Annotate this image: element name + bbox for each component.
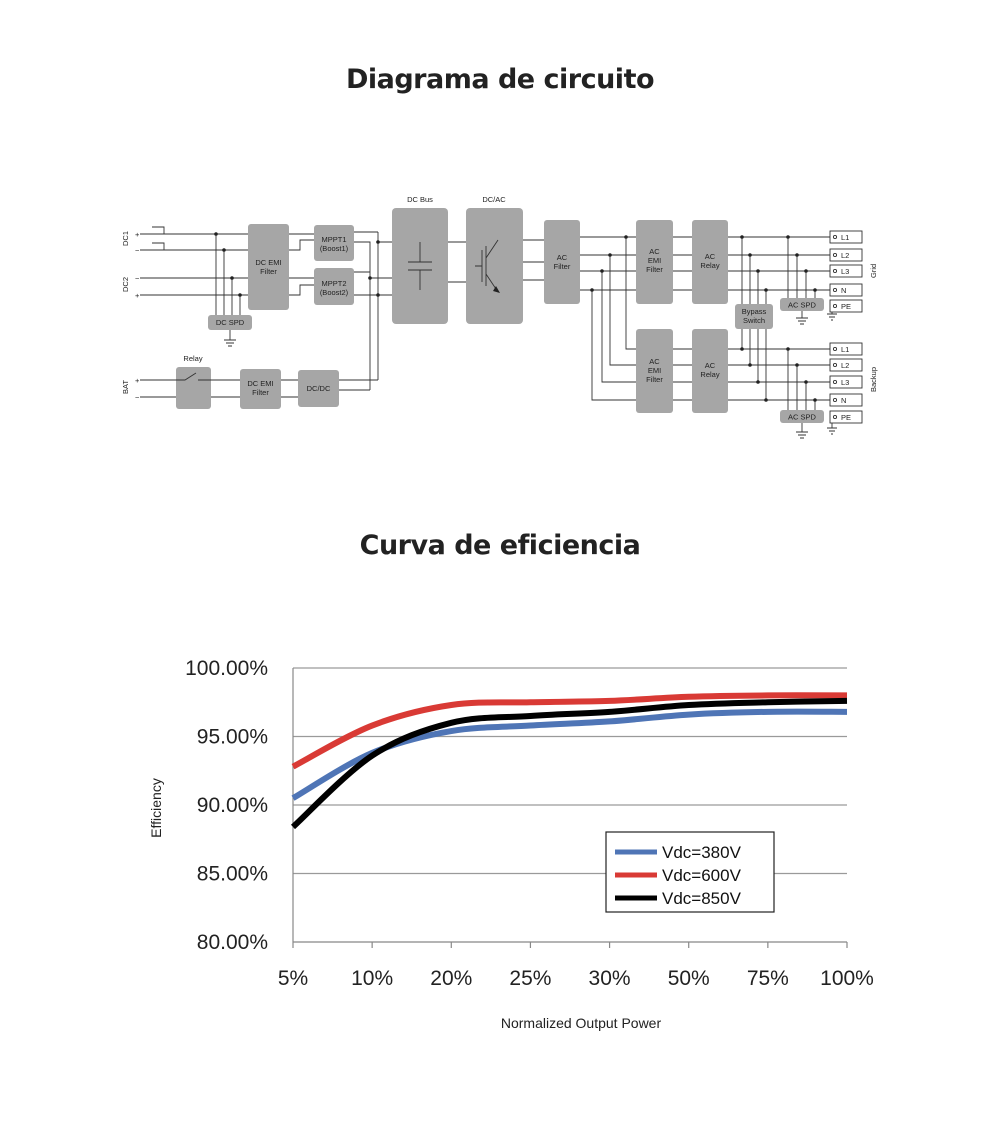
svg-text:N: N	[841, 396, 847, 405]
svg-text:(Boost1): (Boost1)	[319, 244, 349, 253]
svg-text:Filter: Filter	[646, 265, 663, 274]
ac-relay-grid-block	[692, 220, 728, 304]
ac-emi-filter-grid-block	[636, 220, 673, 304]
ac-relay-backup-block	[692, 329, 728, 413]
svg-text:AC SPD: AC SPD	[788, 300, 816, 310]
svg-text:EMI: EMI	[647, 366, 662, 375]
svg-text:AC: AC	[556, 253, 568, 262]
chart-legend	[606, 832, 774, 912]
svg-text:PE: PE	[841, 413, 852, 422]
x-tick-label: 20%	[430, 967, 473, 990]
dcac-block	[466, 208, 523, 324]
chart-series	[293, 695, 847, 827]
dc-spd-block	[208, 315, 252, 330]
ac-filter-block	[544, 220, 580, 304]
circuit-diagram-title: Diagrama de circuito	[345, 64, 655, 95]
legend-entry: Vdc=850V	[662, 889, 741, 908]
svg-text:Filter: Filter	[646, 375, 663, 384]
svg-text:Filter: Filter	[553, 262, 571, 271]
svg-text:Filter: Filter	[252, 388, 269, 397]
x-tick-labels	[278, 967, 874, 990]
svg-text:DC EMI: DC EMI	[255, 258, 282, 267]
bat-label: BAT	[121, 379, 130, 394]
grid-label: Grid	[869, 263, 878, 278]
x-axis-label: Normalized Output Power	[500, 1015, 662, 1031]
svg-text:L1: L1	[841, 233, 850, 242]
svg-text:(Boost2): (Boost2)	[319, 288, 349, 297]
dc-bus-label: DC Bus	[407, 195, 433, 204]
legend-entry: Vdc=380V	[662, 843, 741, 862]
ac-spd-grid-block	[780, 298, 824, 311]
svg-text:MPPT1: MPPT1	[321, 235, 347, 244]
svg-text:L1: L1	[841, 345, 850, 354]
x-tick-label: 75%	[746, 967, 789, 990]
dc-bus-block	[392, 208, 448, 324]
svg-text:EMI: EMI	[647, 256, 662, 265]
circuit-diagram	[0, 180, 1000, 460]
dc-emi-filter-battery-block	[240, 369, 281, 409]
dc2-plus: +	[135, 291, 140, 300]
dc1-plus: +	[135, 230, 140, 239]
x-tick-label: 100%	[820, 967, 874, 990]
bat-minus: −	[135, 393, 140, 402]
dc1-label: DC1	[121, 230, 130, 246]
y-tick-label: 80.00%	[196, 931, 268, 954]
ac-spd-backup-block	[780, 410, 824, 423]
dc2-minus: −	[135, 274, 140, 283]
svg-text:AC: AC	[649, 357, 660, 366]
svg-text:MPPT2: MPPT2	[321, 279, 347, 288]
series-line-vdc-850v	[293, 701, 847, 827]
svg-text:N: N	[841, 286, 847, 295]
svg-text:Switch: Switch	[742, 316, 766, 325]
svg-text:DC SPD: DC SPD	[215, 318, 245, 327]
relay-label: Relay	[183, 354, 203, 363]
dcac-label: DC/AC	[482, 195, 506, 204]
bypass-switch-block	[735, 304, 773, 329]
bat-plus: +	[135, 376, 140, 385]
svg-text:AC: AC	[704, 252, 716, 261]
x-tick-label: 50%	[667, 967, 710, 990]
mppt2-block	[314, 268, 354, 305]
dc-emi-filter-block	[248, 224, 289, 310]
svg-text:L3: L3	[841, 378, 850, 387]
dc1-minus: −	[135, 246, 140, 255]
relay-block	[176, 367, 211, 409]
grid-terminals	[830, 231, 862, 312]
svg-text:DC EMI: DC EMI	[247, 379, 274, 388]
legend-entry: Vdc=600V	[662, 866, 741, 885]
svg-text:DC/DC: DC/DC	[306, 384, 331, 393]
y-tick-label: 90.00%	[196, 794, 268, 817]
svg-text:Relay: Relay	[700, 370, 720, 379]
y-tick-label: 100.00%	[185, 657, 268, 680]
dcdc-block	[298, 370, 339, 407]
x-tick-label: 5%	[277, 967, 309, 990]
svg-text:AC SPD: AC SPD	[788, 412, 816, 422]
x-tick-label: 10%	[351, 967, 394, 990]
y-tick-label: 85.00%	[196, 862, 268, 886]
y-axis-label: Efficiency	[148, 778, 164, 838]
svg-text:L2: L2	[841, 361, 850, 370]
x-tick-label: 25%	[509, 967, 552, 990]
dc2-label: DC2	[121, 276, 130, 292]
svg-text:AC: AC	[649, 247, 660, 256]
svg-text:L3: L3	[841, 267, 850, 276]
x-tick-label: 30%	[588, 967, 631, 990]
efficiency-curve-title: Curva de eficiencia	[359, 530, 641, 561]
ac-emi-filter-backup-block	[636, 329, 673, 413]
svg-text:AC: AC	[704, 361, 716, 370]
backup-label: Backup	[869, 366, 878, 392]
svg-text:Filter: Filter	[260, 267, 277, 276]
y-tick-labels	[185, 657, 268, 954]
svg-text:PE: PE	[841, 302, 852, 311]
y-tick-label: 95.00%	[196, 725, 268, 749]
svg-text:Bypass: Bypass	[741, 307, 767, 316]
svg-text:Relay: Relay	[700, 261, 720, 270]
efficiency-chart	[0, 640, 1000, 1060]
backup-terminals	[830, 343, 862, 423]
mppt1-block	[314, 225, 354, 261]
svg-text:L2: L2	[841, 251, 850, 260]
